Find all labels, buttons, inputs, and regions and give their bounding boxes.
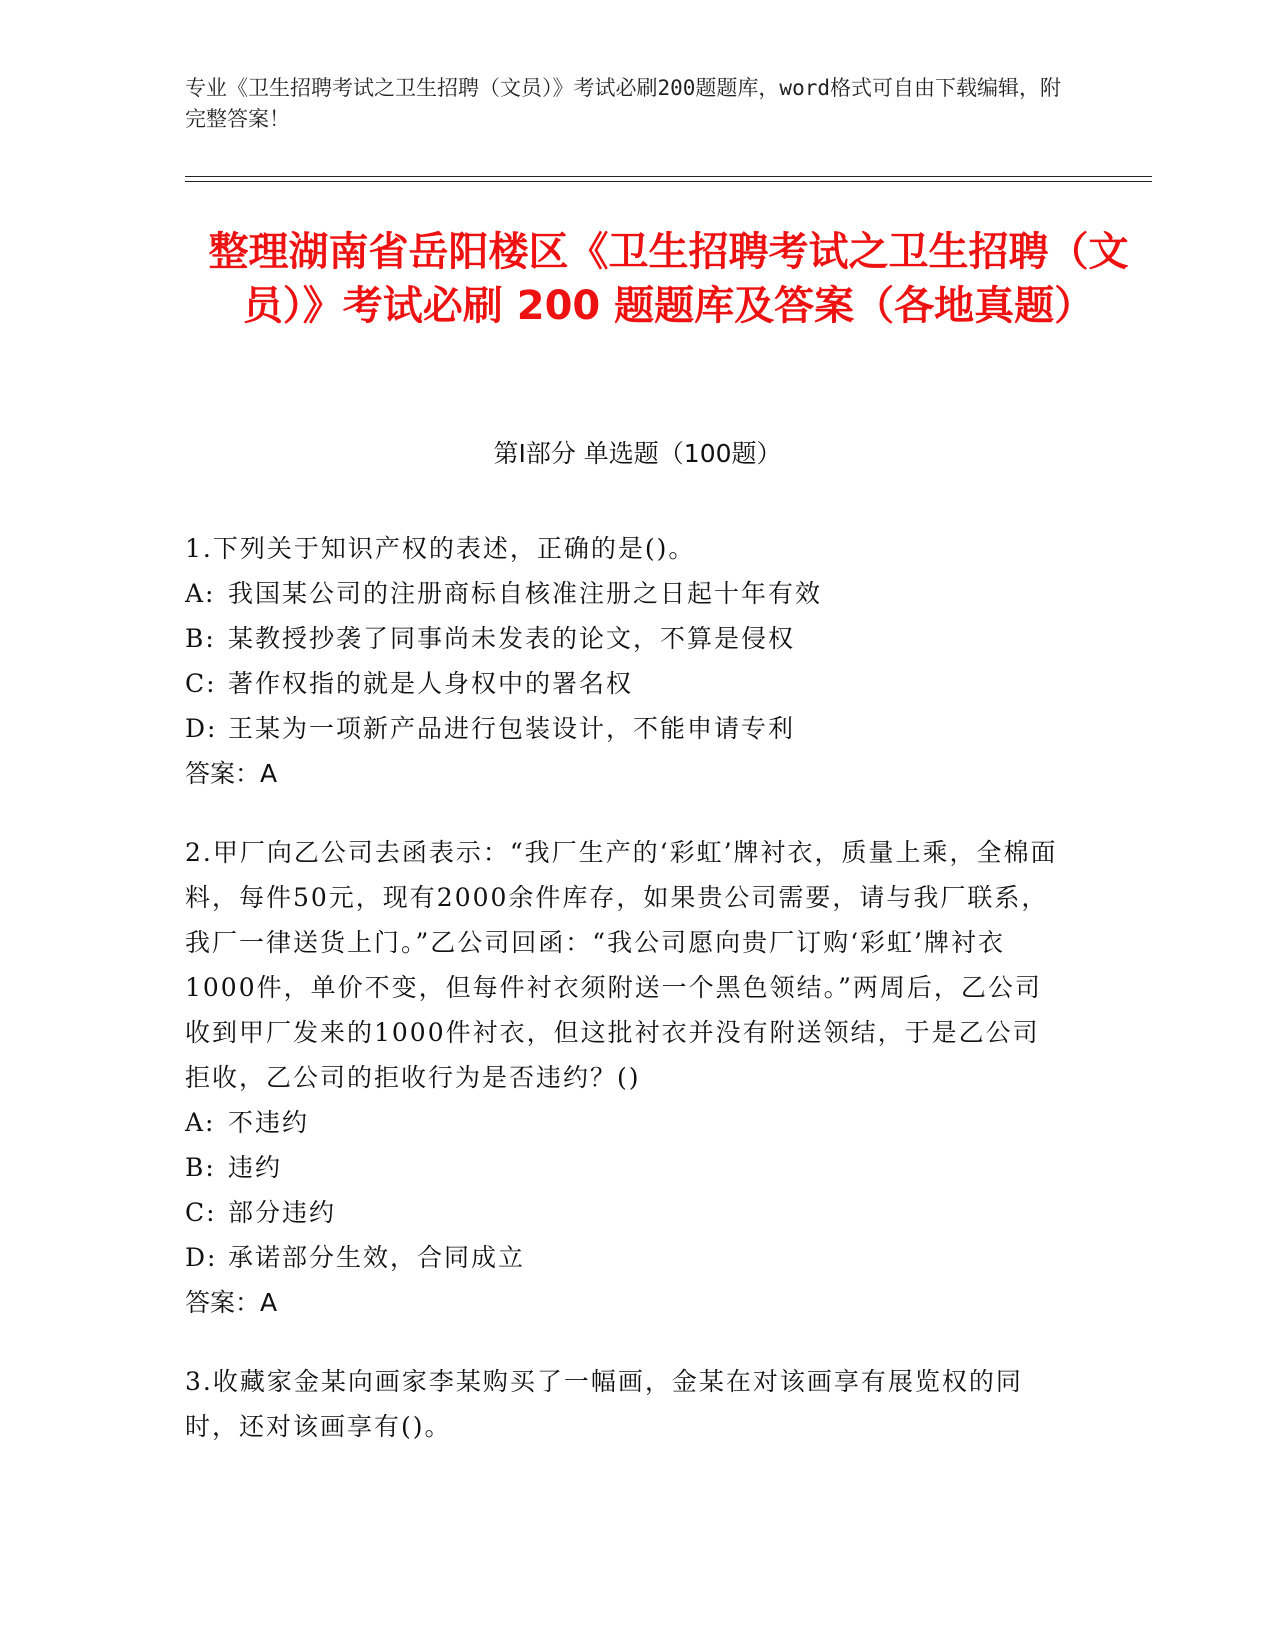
section-title: 第Ⅰ部分 单选题（100题） [493,439,782,468]
document-title: 整理湖南省岳阳楼区《卫生招聘考试之卫生招聘（文员）》考试必刷 200 题题库及答案（各地真题） [208,229,1129,329]
option-letter: C: [185,669,217,698]
option-letter: A: [185,579,216,608]
answer-line: 答案：A [185,759,278,788]
option-text: 部分违约 [228,1198,337,1227]
option-b [185,1145,1065,1190]
option-letter: A: [185,1108,216,1137]
question-3 [185,1359,1065,1449]
question-stem: 3.收藏家金某向画家李某购买了一幅画，金某在对该画享有展览权的同时，还对该画享有()。 [185,1367,1023,1441]
option-text: 我国某公司的注册商标自核准注册之日起十年有效 [228,579,823,608]
option-c [185,661,1065,706]
question-stem: 2.甲厂向乙公司去函表示：“我厂生产的‘彩虹’牌衬衣，质量上乘，全棉面料，每件50元，现有2000余件库存，如果贵公司需要，请与我厂联系，我厂一律送货上门。”乙公司回函：“我公司愿向贵厂订购‘彩虹’牌衬衣1000件，单价不变，但每件衬衣须附送一个黑色领结。”两周后，乙公司收到甲厂发来的1000件衬衣，但这批衬衣并没有附送领结，于是乙公司拒收，乙公司的拒收行为是否违约？() [185,838,1058,1092]
answer-line: 答案：A [185,1288,278,1317]
option-text: 不违约 [228,1108,310,1137]
question-1 [185,526,1065,796]
header-rule-bottom [185,181,1152,182]
question-2 [185,830,1065,1325]
option-letter: B: [185,624,216,653]
option-text: 王某为一项新产品进行包装设计，不能申请专利 [228,714,796,743]
option-text: 违约 [228,1153,283,1182]
option-text: 承诺部分生效，合同成立 [228,1243,526,1272]
option-a [185,1100,1065,1145]
option-letter: D: [185,714,218,743]
option-d [185,1235,1065,1280]
option-text: 著作权指的就是人身权中的署名权 [228,669,634,698]
option-d [185,706,1065,751]
option-c [185,1190,1065,1235]
option-text: 某教授抄袭了同事尚未发表的论文，不算是侵权 [228,624,796,653]
question-list [185,526,1065,1483]
header-note: 专业《卫生招聘考试之卫生招聘（文员）》考试必刷200题题库，word格式可自由下载编辑，附完整答案！ [185,76,1061,131]
option-letter: C: [185,1198,217,1227]
option-b [185,616,1065,661]
option-letter: B: [185,1153,216,1182]
option-letter: D: [185,1243,218,1272]
option-a [185,571,1065,616]
question-stem: 1.下列关于知识产权的表述，正确的是()。 [185,534,696,563]
header-rule-top [185,176,1152,177]
